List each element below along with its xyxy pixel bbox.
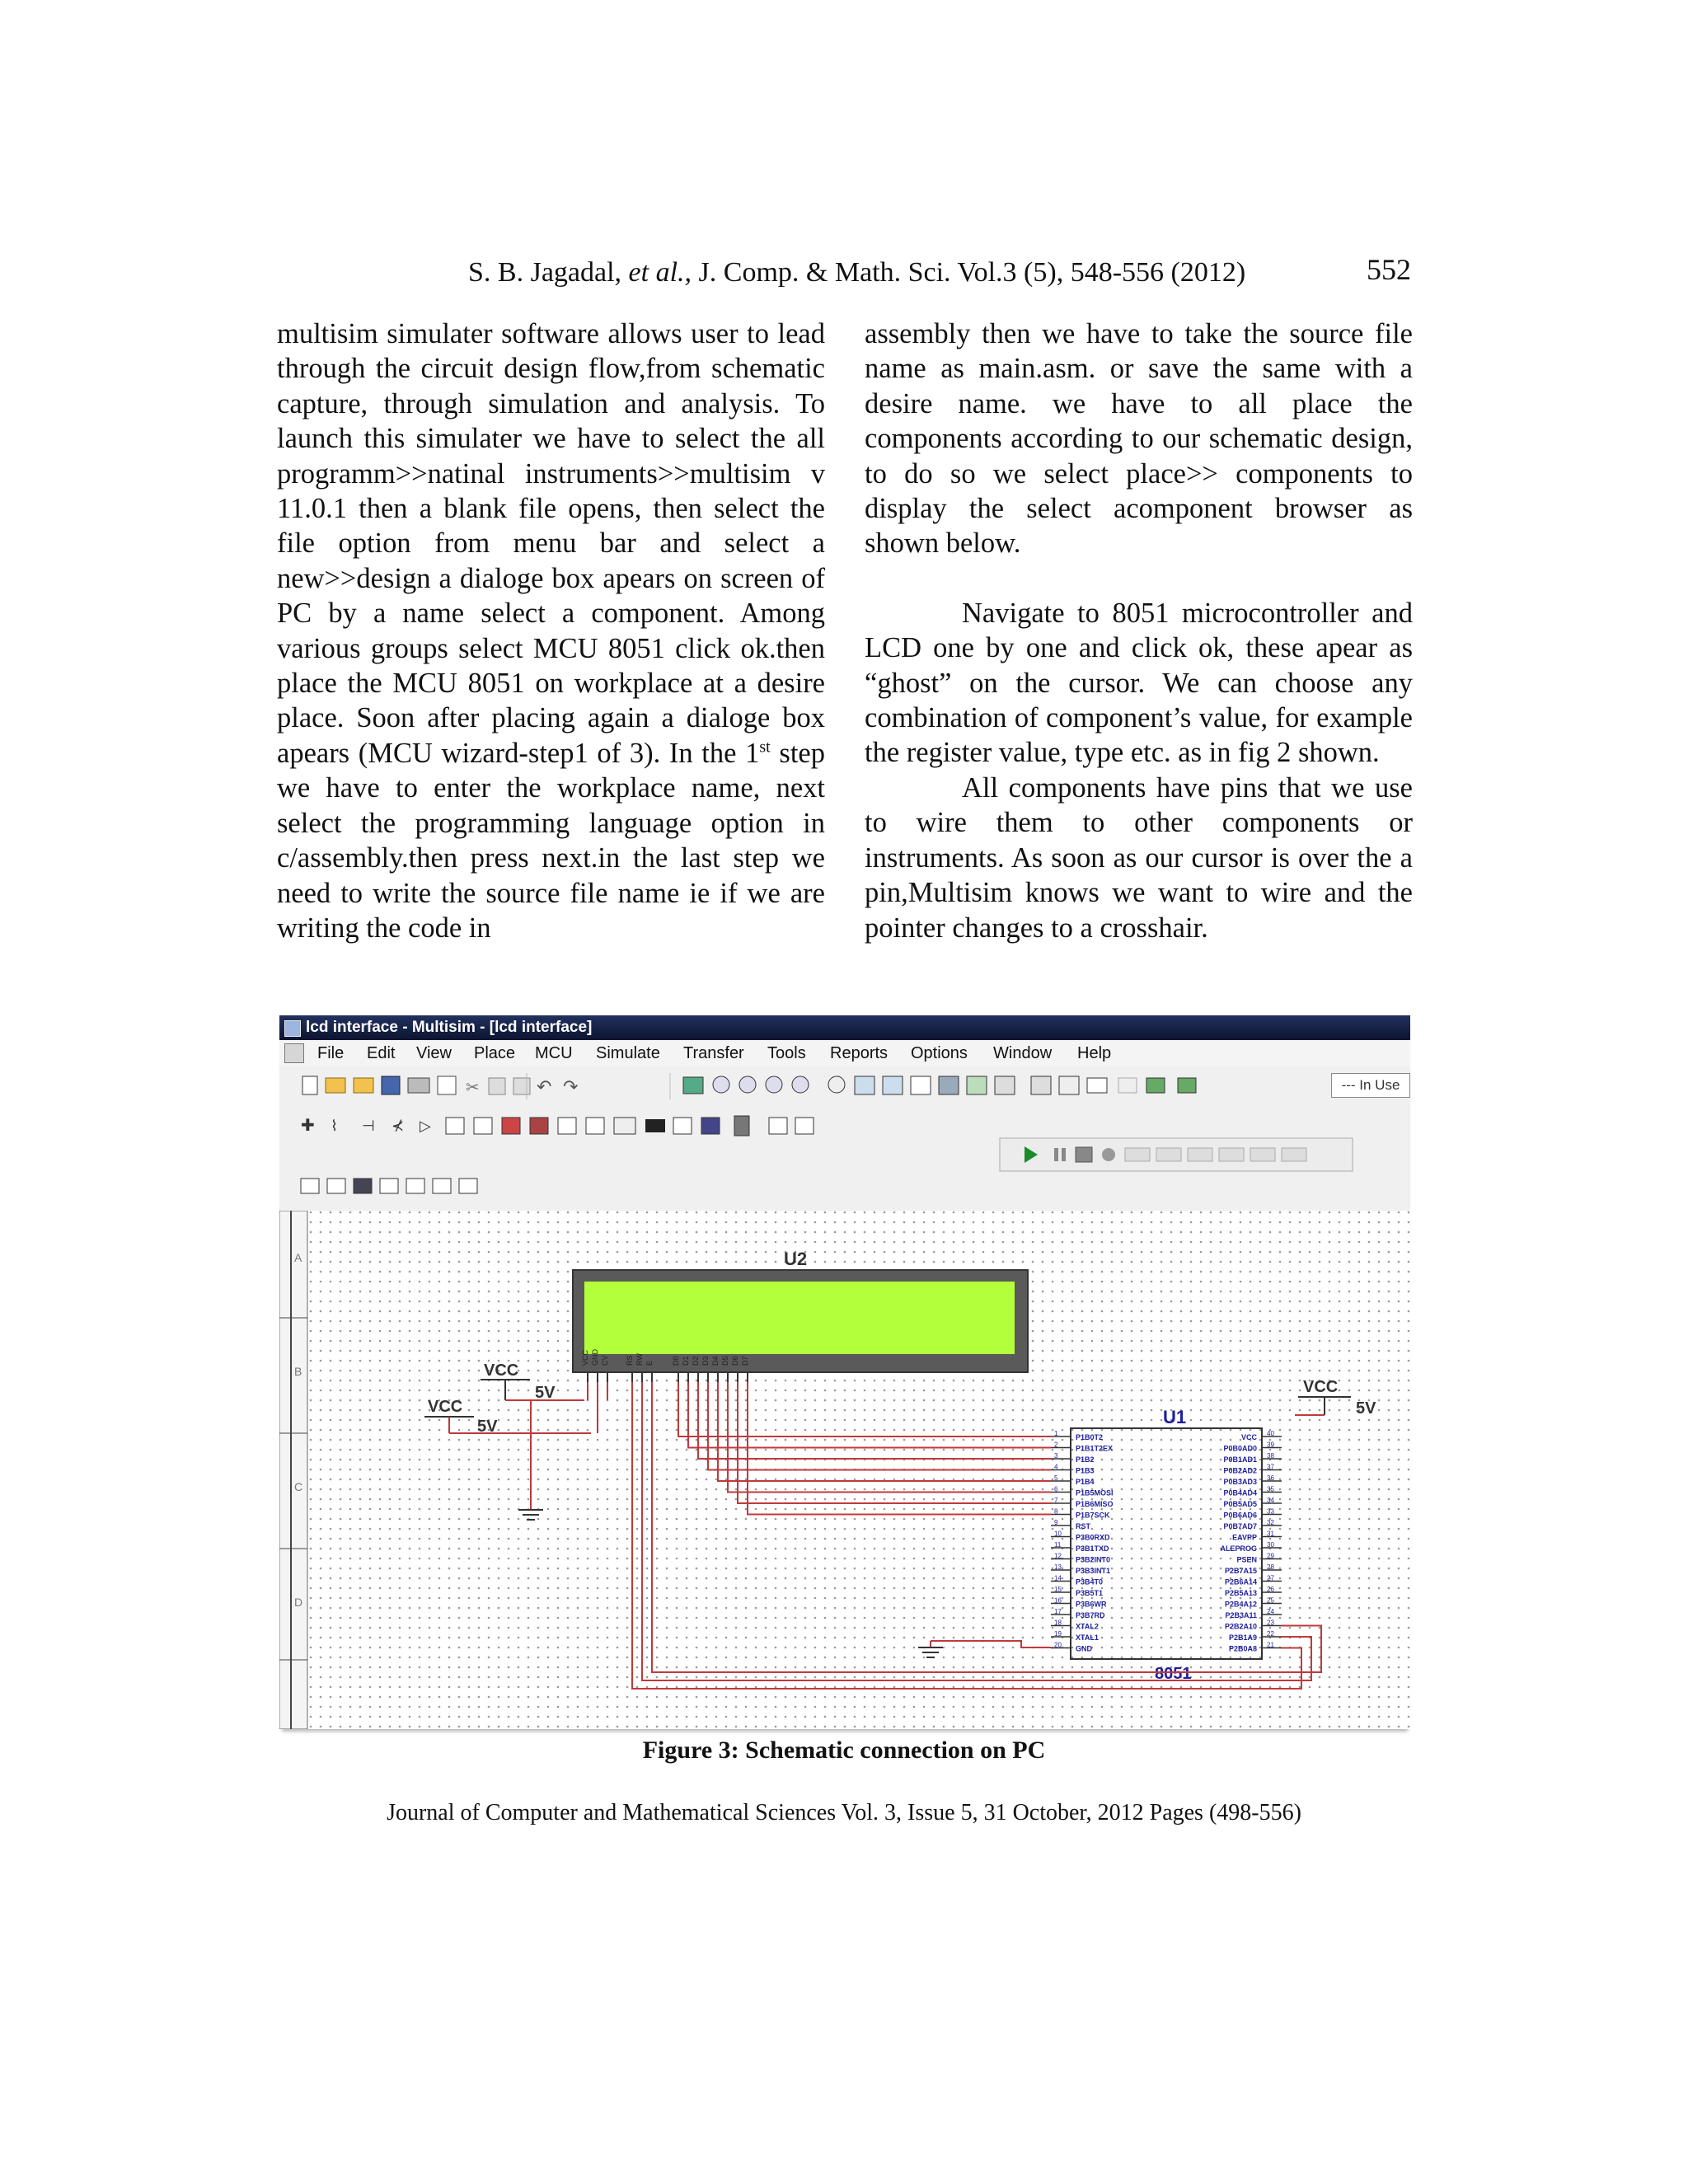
redo-icon: ↷ [563, 1076, 579, 1097]
mcu-pin-number: 28 [1267, 1563, 1274, 1571]
multisim-screenshot [279, 1015, 1410, 1729]
mcu-pin-label: P1B5MOSI [1076, 1488, 1114, 1497]
mcu-pin-label: P3B2INT0 [1076, 1555, 1111, 1564]
tool-icon-4 [380, 1179, 398, 1193]
lcd-pin-label: D2 [692, 1356, 700, 1366]
lcd-pin-label: RW [635, 1353, 644, 1366]
cmos-icon [474, 1118, 492, 1134]
standard-toolbar[interactable] [302, 1076, 1196, 1097]
search-icon [828, 1076, 845, 1093]
row-marker-b: B [294, 1365, 302, 1378]
mcu-icon [502, 1118, 520, 1134]
mcu-pin-label: P3B5T1 [1076, 1589, 1104, 1597]
mcu-pin-number: 36 [1267, 1474, 1274, 1482]
advanced-peripherals-icon [530, 1118, 548, 1134]
mcu-pin-label: P0B7AD7 [1223, 1522, 1257, 1530]
mcu-pin-number: 16 [1054, 1596, 1062, 1605]
lcd-label: U2 [784, 1249, 808, 1269]
mcu-pin-label: P1B0T2 [1076, 1433, 1104, 1441]
mcu-pin-number: 26 [1267, 1586, 1274, 1593]
spreadsheet-icon [855, 1076, 874, 1094]
ttl-icon [446, 1118, 464, 1134]
figure-caption: Figure 3: Schematic connection on PC [642, 1736, 1046, 1764]
mcu-pin-number: 6 [1054, 1485, 1058, 1493]
open-sample-icon [354, 1078, 373, 1093]
document-icon[interactable] [284, 1043, 304, 1063]
mcu-label: U1 [1163, 1407, 1187, 1427]
open-icon [326, 1078, 345, 1093]
mcu-pin-label: P2B0A8 [1228, 1644, 1257, 1653]
step-over-icon[interactable] [1156, 1148, 1181, 1161]
lcd-pin-label: VCC [581, 1349, 589, 1366]
step-into-icon[interactable] [1125, 1148, 1150, 1161]
lcd-pin-label: E [645, 1360, 654, 1366]
svg-text:VCC: VCC [428, 1398, 463, 1416]
menu-help[interactable]: Help [1077, 1044, 1112, 1062]
menu-view[interactable]: View [416, 1044, 452, 1062]
in-use-list[interactable]: --- In Use [1331, 1073, 1410, 1098]
right-column [865, 316, 1413, 945]
mcu-pin-number: 32 [1267, 1519, 1274, 1526]
app-icon [284, 1020, 301, 1037]
fullscreen-icon [683, 1077, 703, 1094]
mcu-pin-label: P0B0AD0 [1223, 1444, 1257, 1453]
svg-text:5V: 5V [477, 1418, 498, 1436]
lcd-pin-label: D3 [701, 1356, 710, 1366]
paragraph: assembly then we have to take the source file name as main.asm. or save the same with a desire name. we have to all place the components according to our schematic design, to do so we select place>> components to display the select acomponent browser as shown below. [865, 318, 1413, 560]
forward-annotate-icon [1118, 1078, 1137, 1093]
components-toolbar[interactable] [301, 1116, 814, 1136]
cut-icon: ✂ [466, 1079, 480, 1097]
zoom-in-icon [713, 1076, 729, 1093]
svg-text:VCC: VCC [484, 1361, 519, 1380]
mixed-icon [586, 1118, 604, 1134]
running-header [277, 252, 1413, 293]
menu-options[interactable]: Options [911, 1044, 968, 1062]
mcu-pin-label: P0B2AD2 [1223, 1466, 1257, 1475]
mcu-pin-number: 1 [1054, 1430, 1058, 1437]
menu-simulate[interactable]: Simulate [596, 1044, 660, 1062]
mcu-pin-label: P0B6AD6 [1223, 1511, 1257, 1520]
mcu-pin-label: ALEPROG [1220, 1544, 1257, 1553]
graphic-annotation-toolbar[interactable] [301, 1179, 477, 1193]
lcd-pin-label: CV [601, 1355, 609, 1366]
menu-bar [279, 1040, 1410, 1066]
mcu-pin-label: RST [1076, 1522, 1090, 1530]
mcu-pin-number: 24 [1267, 1608, 1274, 1615]
mcu-pin-label: VCC [1240, 1433, 1257, 1441]
save-icon [382, 1076, 400, 1094]
mcu-pin-label: P0B3AD3 [1223, 1478, 1257, 1486]
mcu-pin-label: GND [1076, 1644, 1092, 1653]
paragraph: multisim simulater software allows user to lead through the circuit design flow,from schematic capture, through simulation and analysis. To launch this simulater we have to select the all programm>>natinal instruments>>multisim v 11.0.1 then a blank file opens, then select the file option from menu bar and select a new>>design a dialoge box apears on screen of PC by a name select a component. Among various groups select MCU 8051 click ok.then place the MCU 8051 on workplace at a desire place. Soon after placing again a dialoge box apears (MCU wizard-step1 of 3). In the 1st step we have to enter the workplace name, next select the programming language option in c/assembly.then press next.in the last step we need to write the source file name ie if we are writing the code in [277, 318, 825, 944]
grapher-icon [995, 1076, 1015, 1094]
mcu-pin-number: 4 [1054, 1463, 1058, 1471]
mcu-pin-number: 15 [1054, 1586, 1062, 1593]
mcu-pin-label: EAVPP [1232, 1533, 1257, 1542]
lcd-pin-label: D4 [711, 1356, 720, 1366]
source-icon: ✚ [301, 1117, 315, 1135]
mcu-pin-number: 8 [1054, 1507, 1058, 1516]
lcd-pin-label: D7 [741, 1356, 749, 1366]
mcu-pin-label: P1B4 [1076, 1478, 1095, 1486]
header-citation: S. B. Jagadal, et al., J. Comp. & Math. Sci. Vol.3 (5), 548-556 (2012) [468, 257, 1246, 288]
svg-text:5V: 5V [1356, 1399, 1376, 1418]
mcu-pin-label: P1B6MISO [1076, 1500, 1114, 1508]
step-out-icon[interactable] [1188, 1148, 1212, 1161]
place-hierarchical-icon [795, 1118, 814, 1134]
mcu-pin-number: 30 [1267, 1541, 1274, 1549]
mcu-pin-label: P1B7SCK [1076, 1511, 1110, 1520]
mcu-pin-number: 34 [1267, 1497, 1274, 1504]
mcu-pin-label: P3B3INT1 [1076, 1567, 1111, 1575]
grid-icon [911, 1076, 931, 1094]
power-icon [645, 1119, 665, 1132]
menu-reports[interactable]: Reports [830, 1044, 889, 1062]
paragraph: All components have pins that we use to wire them to other components or instruments. As soon as our cursor is over the a pin,Multisim knows we want to wire and the pointer changes to a crosshair. [865, 771, 1413, 944]
back-annotate-icon [1087, 1078, 1107, 1093]
component-wizard-icon [939, 1076, 959, 1094]
mcu-pin-number: 33 [1267, 1507, 1274, 1516]
mcu-pin-number: 21 [1267, 1641, 1274, 1649]
undo-icon: ↶ [537, 1076, 552, 1097]
mcu-pin-number: 18 [1054, 1619, 1062, 1627]
menu-window[interactable]: Window [993, 1044, 1053, 1062]
mcu-pin-label: P1B2 [1076, 1455, 1095, 1464]
print-preview-icon [438, 1076, 456, 1094]
postprocessor-icon [1031, 1076, 1051, 1094]
mcu-pin-number: 40 [1267, 1430, 1274, 1437]
schematic-svg [279, 1211, 1410, 1729]
mcu-pin-label: XTAL1 [1076, 1633, 1099, 1642]
mcu-pin-label: P3B0RXD [1076, 1533, 1110, 1542]
tool-icon-5 [406, 1179, 424, 1193]
mcu-pin-label: P3B4T0 [1076, 1577, 1104, 1586]
mcu-pin-number: 22 [1267, 1630, 1274, 1638]
mcu-pin-label: P0B1AD1 [1223, 1455, 1257, 1464]
transfer-icon [1146, 1078, 1165, 1093]
mcu-pin-number: 23 [1267, 1619, 1274, 1627]
toggle-breakpoint-icon[interactable] [1250, 1148, 1275, 1161]
lcd-pin-label: D5 [721, 1356, 729, 1366]
analog-icon: ▷ [420, 1118, 431, 1134]
indicator-icon [614, 1118, 635, 1134]
lcd-pin-label: RS [626, 1355, 634, 1366]
run-to-cursor-icon[interactable] [1219, 1148, 1244, 1161]
mcu-pin-number: 38 [1267, 1452, 1274, 1460]
export-icon [1178, 1078, 1196, 1093]
menu-transfer[interactable]: Transfer [683, 1044, 744, 1062]
lcd-pin-label: D0 [672, 1356, 680, 1366]
mcu-pin-label: P0B5AD5 [1223, 1500, 1257, 1508]
ladder-icon [769, 1118, 787, 1134]
mcu-pin-number: 5 [1054, 1474, 1058, 1482]
mcu-pin-number: 37 [1267, 1463, 1274, 1471]
pause-icon-right[interactable] [1062, 1148, 1066, 1161]
mcu-pin-number: 19 [1054, 1630, 1062, 1638]
row-marker-c: C [294, 1480, 303, 1493]
svg-text:VCC: VCC [1303, 1378, 1339, 1396]
mcu-pin-number: 25 [1267, 1596, 1274, 1605]
mcu-pin-number: 35 [1267, 1485, 1274, 1493]
mcu-pin-label: P1B1T2EX [1076, 1444, 1114, 1453]
mcu-pin-label: P3B1TXD [1076, 1544, 1109, 1553]
row-marker-d: D [294, 1596, 303, 1609]
menu-mcu[interactable]: MCU [535, 1044, 573, 1062]
basic-icon: ⌇ [331, 1118, 338, 1134]
erc-icon [1059, 1076, 1079, 1094]
paste-icon [513, 1078, 530, 1094]
mcu-part-label: 8051 [1155, 1665, 1192, 1683]
mcu-pin-number: 13 [1054, 1563, 1062, 1571]
transistor-icon: ⊀ [392, 1118, 405, 1134]
mcu-pin-number: 14 [1054, 1574, 1062, 1582]
lcd-screen [584, 1282, 1015, 1354]
mcu-pin-number: 2 [1054, 1441, 1058, 1449]
mcu-pin-label: P2B5A13 [1224, 1589, 1257, 1597]
print-icon [408, 1078, 429, 1093]
window-title: lcd interface - Multisim - [lcd interface] [306, 1019, 593, 1036]
mcu-pin-number: 29 [1267, 1552, 1274, 1560]
mcu-pin-number: 39 [1267, 1441, 1274, 1449]
breadboard-icon [967, 1076, 987, 1094]
mcu-pin-label: P2B2A10 [1224, 1622, 1257, 1631]
mcu-pin-label: P2B4A12 [1224, 1600, 1257, 1609]
page-footer: Journal of Computer and Mathematical Sciences Vol. 3, Issue 5, 31 October, 2012 Pages (498-556) [387, 1800, 1301, 1825]
lcd-pin-label: GND [591, 1349, 599, 1366]
mcu-pin-label: P2B6A14 [1224, 1577, 1257, 1586]
tool-icon-1 [301, 1179, 319, 1193]
rf-icon [701, 1118, 720, 1134]
row-marker-a: A [294, 1251, 302, 1264]
menu-file[interactable]: File [317, 1044, 345, 1062]
new-icon [302, 1076, 317, 1094]
tool-icon-7 [459, 1179, 477, 1193]
page-number: 552 [1367, 253, 1411, 286]
paragraph: Navigate to 8051 microcontroller and LCD one by one and click ok, these apear as “ghost” on the cursor. We can choose any combination of component’s value, for example the register value, type etc. as in fig 2 shown. [865, 597, 1413, 769]
menu-place[interactable]: Place [474, 1044, 516, 1062]
left-column [277, 316, 825, 945]
mcu-pin-label: PSEN [1236, 1555, 1257, 1564]
mcu-pin-number: 27 [1267, 1574, 1274, 1582]
database-icon [883, 1076, 903, 1094]
mcu-pin-number: 3 [1054, 1452, 1058, 1460]
mcu-pin-number: 11 [1054, 1541, 1062, 1549]
breakpoint-icon[interactable] [1102, 1148, 1115, 1161]
copy-icon [489, 1078, 505, 1094]
tool-icon-3 [354, 1179, 372, 1193]
zoom-out-icon [739, 1076, 756, 1093]
svg-text:5V: 5V [535, 1384, 556, 1402]
electromechanical-icon [734, 1116, 749, 1136]
pause-icon-left[interactable] [1054, 1148, 1058, 1161]
mcu-pin-number: 20 [1054, 1641, 1062, 1649]
menu-edit[interactable]: Edit [367, 1044, 396, 1062]
toolbars [279, 1066, 1410, 1211]
tool-icon-6 [433, 1179, 451, 1193]
mcu-pin-number: 9 [1054, 1519, 1058, 1526]
window-titlebar [279, 1015, 1410, 1040]
mcu-pin-label: P3B7RD [1076, 1611, 1105, 1619]
mcu-pin-number: 31 [1267, 1530, 1274, 1538]
stop-icon[interactable] [1076, 1147, 1092, 1162]
menu-tools[interactable]: Tools [767, 1044, 806, 1062]
mcu-pin-label: P2B3A11 [1225, 1611, 1257, 1619]
misc-icon [673, 1118, 692, 1134]
zoom-area-icon [766, 1076, 782, 1093]
misc-digital-icon [558, 1118, 576, 1134]
mcu-pin-number: 17 [1054, 1608, 1062, 1615]
mcu-pin-label: P0B4AD4 [1223, 1488, 1257, 1497]
mcu-pin-number: 12 [1054, 1552, 1062, 1560]
mcu-pin-label: P2B7A15 [1224, 1567, 1257, 1575]
mcu-pin-label: P1B3 [1076, 1466, 1095, 1475]
mcu-pin-number: 10 [1054, 1530, 1062, 1538]
tool-icon-2 [327, 1179, 345, 1193]
diode-icon: ⊣ [362, 1118, 375, 1134]
remove-breakpoints-icon[interactable] [1282, 1148, 1306, 1161]
mcu-pin-number: 7 [1054, 1497, 1058, 1504]
mcu-pin-label: XTAL2 [1076, 1622, 1099, 1631]
zoom-fit-icon [792, 1076, 809, 1093]
lcd-pin-label: D6 [731, 1356, 739, 1366]
mcu-pin-label: P2B1A9 [1228, 1633, 1257, 1642]
schematic-canvas[interactable] [279, 1211, 1410, 1729]
mcu-pin-label: P3B6WR [1076, 1600, 1107, 1609]
lcd-pin-label: D1 [682, 1356, 690, 1366]
